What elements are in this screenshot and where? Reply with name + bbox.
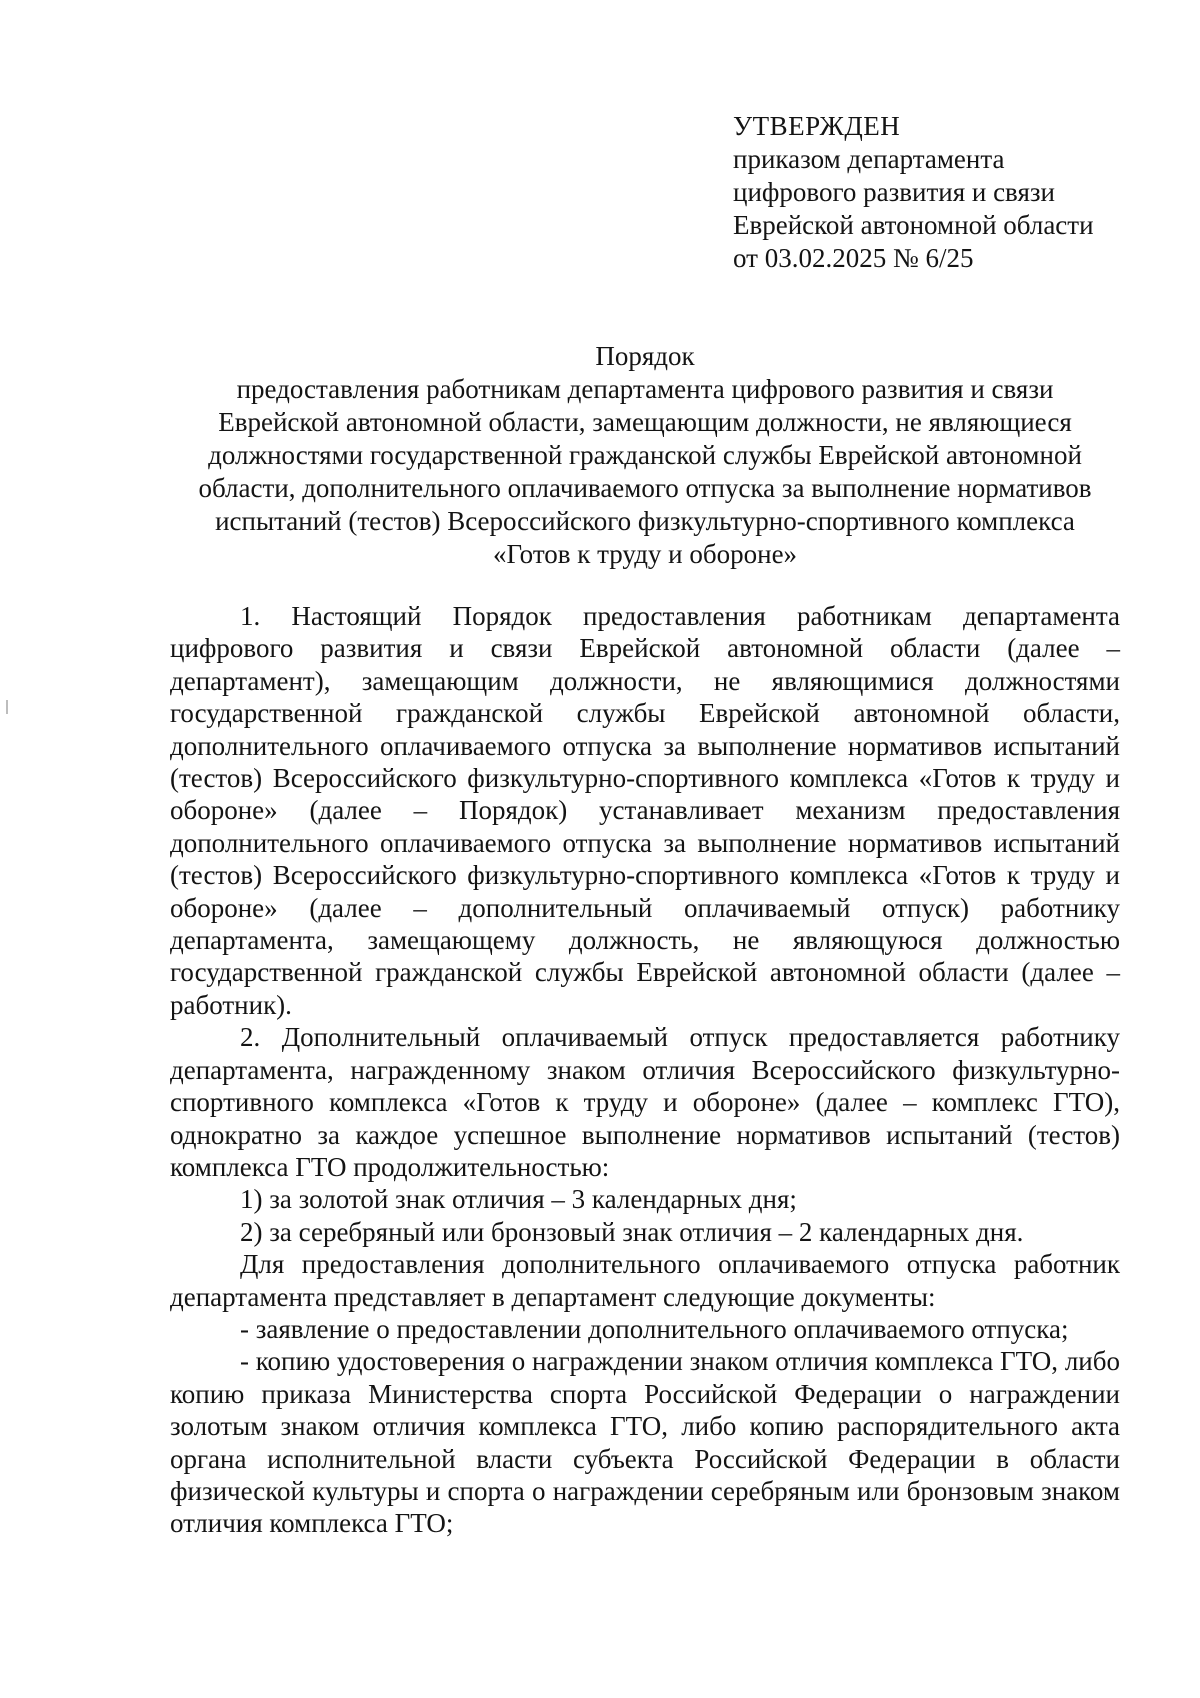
heading-line: испытаний (тестов) Всероссийского физкультурно-спортивного комплекса: [215, 506, 1075, 536]
heading-line: Еврейской автономной области, замещающим должности, не являющиеся: [218, 407, 1072, 437]
approval-line: приказом департамента: [733, 144, 1005, 174]
heading-line: должностями государственной гражданской службы Еврейской автономной: [208, 440, 1082, 470]
list-item-gold: 1) за золотой знак отличия – 3 календарных дня;: [240, 1184, 797, 1215]
document-heading: [150, 340, 1140, 571]
list-item-silver-bronze: 2) за серебряный или бронзовый знак отличия – 2 календарных дня.: [240, 1216, 1024, 1247]
document-body: [170, 600, 1120, 1540]
heading-line: области, дополнительного оплачиваемого отпуска за выполнение нормативов: [198, 473, 1092, 503]
approval-date-number: от 03.02.2025 № 6/25: [733, 243, 974, 273]
paragraph-documents: Для предоставления дополнительного оплачиваемого отпуска работник департамента представляет в департамент следующие документы:: [170, 1249, 1120, 1312]
heading-line: «Готов к труду и обороне»: [492, 539, 798, 569]
approval-title: УТВЕРЖДЕН: [733, 111, 901, 141]
paragraph-2: 2. Дополнительный оплачиваемый отпуск предоставляется работнику департамента, награжденному знаком отличия Всероссийского физкультурно-спортивного комплекса «Готов к труду и обороне» (далее – комплекс ГТО), однократно за каждое успешное выполнение нормативов испытаний (тестов) комплекса ГТО продолжительностью:: [170, 1022, 1120, 1182]
document-item-application: - заявление о предоставлении дополнительного оплачиваемого отпуска;: [240, 1313, 1069, 1344]
document-title: Порядок: [595, 341, 695, 371]
paragraph-1: 1. Настоящий Порядок предоставления работникам департамента цифрового развития и связи Еврейской автономной области (далее – департамент), замещающим должности, не являющимися должностями государственной гражданской службы Еврейской автономной области, дополнительного оплачиваемого отпуска за выполнение нормативов испытаний (тестов) Всероссийского физкультурно-спортивного комплекса «Готов к труду и обороне» (далее – Порядок) устанавливает механизм предоставления дополнительного оплачиваемого отпуска за выполнение нормативов испытаний (тестов) Всероссийского физкультурно-спортивного комплекса «Готов к труду и обороне» (далее – дополнительный оплачиваемый отпуск) работнику департамента, замещающему должность, не являющуюся должностью государственной гражданской службы Еврейской автономной области (далее – работник).: [170, 601, 1120, 1020]
heading-line: предоставления работникам департамента цифрового развития и связи: [236, 374, 1054, 404]
approval-stamp: [733, 110, 1173, 275]
scan-margin-mark: [6, 700, 8, 714]
document-item-certificate: - копию удостоверения о награждении знаком отличия комплекса ГТО, либо копию приказа Министерства спорта Российской Федерации о награждении золотым знаком отличия комплекса ГТО, либо копию распорядительного акта органа исполнительной власти субъекта Российской Федерации в области физической культуры и спорта о награждении серебряным или бронзовым знаком отличия комплекса ГТО;: [170, 1346, 1120, 1539]
approval-line: цифрового развития и связи: [733, 177, 1055, 207]
approval-line: Еврейской автономной области: [733, 210, 1094, 240]
